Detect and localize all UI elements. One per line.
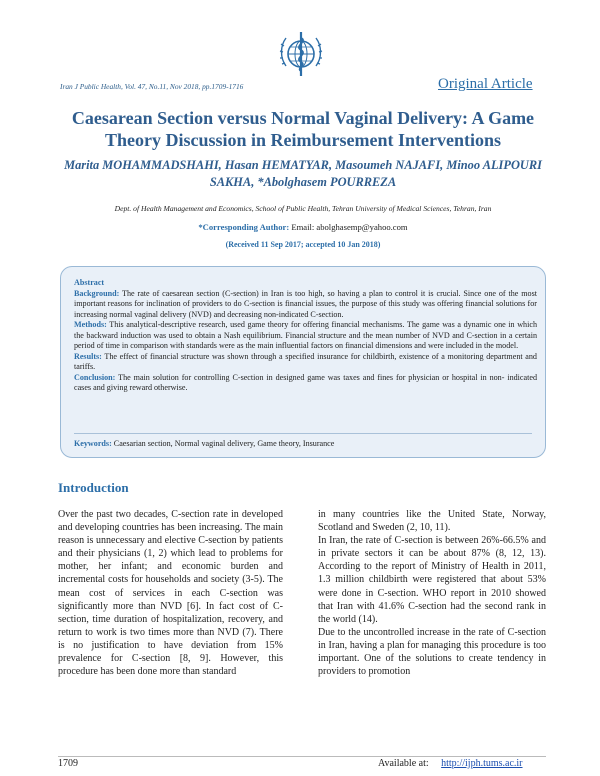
background-label: Background: [74, 288, 120, 298]
abstract-background [74, 289, 537, 321]
paragraph: In Iran, the rate of C-section is between 26%-66.5% and in private sectors it can be about 87% (8, 12, 13). According to the report of Ministry of Health in 2011, 1.3 million childbirth were registered that about 53% were done in C-section. WHO report in 2010 showed that Iran with 41.6% C-section had the second rank in the world (14). [318, 535, 546, 625]
conclusion-text: The main solution for controlling C-section in designed game was taxes and fines for physician or hospital in non- indicated cases and giving reward otherwise. [74, 372, 537, 392]
abstract-results [74, 352, 537, 373]
paper-title: Caesarean Section versus Normal Vaginal Delivery: A Game Theory Discussion in Reimbursement Interventions [71, 108, 535, 150]
journal-logo [272, 26, 330, 84]
received-dates: (Received 11 Sep 2017; accepted 10 Jan 2018) [225, 240, 381, 249]
corresponding-author [60, 222, 546, 232]
abstract-body [74, 278, 537, 394]
corresponding-email[interactable]: Email: abolghasemp@yahoo.com [291, 222, 408, 232]
results-label: Results: [74, 351, 102, 361]
availability [378, 758, 523, 769]
conclusion-label: Conclusion: [74, 372, 116, 382]
paragraph: in many countries like the United State, Norway, Scotland and Sweden (2, 10, 11). [318, 509, 546, 534]
journal-citation: Iran J Public Health, Vol. 47, No.11, Nov 2018, pp.1709-1716 [60, 82, 244, 91]
paragraph: Over the past two decades, C-section rate in developed and developing countries has been increasing. The main reason is unnecessary and elective C-section by patients and their physicians (1, 2) which lead to problems for mother, her infant; and economic burden and incremental costs for households and society (3-5). The mean cost of services in each C-section was significantly more than NVD [6]. In fact cost of C-section, time duration of hospitalization, recovery, and return to work is two times more than NVD (7). There is no justification to have deviation from 15% prevalence for C-section [8, 9]. However, this procedure has been done more than standard [58, 509, 283, 678]
introduction-heading: Introduction [58, 480, 129, 495]
background-text: The rate of caesarean section (C-section) in Iran is too high, so having a plan to control it is crucial. Since one of the most important reasons for inclination of providers to do C-section is financial issues, the purpose of this study was offering financial solutions for increasing normal vaginal delivery (NVD) and decreasing non-indicated C-section. [74, 288, 537, 319]
paragraph: Due to the uncontrolled increase in the rate of C-section in Iran, having a plan for managing this procedure is too important. One of the solutions to create tendency in providers to promotion [318, 626, 546, 678]
keywords [74, 439, 537, 450]
corresponding-label: *Corresponding Author: [198, 222, 290, 232]
abstract-methods [74, 320, 537, 352]
methods-text: This analytical-descriptive research, used game theory for offering financial mechanisms. The game was a dynamic one in which the backward induction was used to obtain a Nash equilibrium. Financial structure and the mean number of NVD and C-section in a certain period of time in comparison with standards were as the main influential factors on financial dimensions and were included in the model. [74, 320, 537, 350]
abstract-conclusion [74, 373, 537, 394]
journal-url-link[interactable]: http://ijph.tums.ac.ir [441, 758, 523, 769]
methods-label: Methods: [74, 320, 107, 329]
keywords-label: Keywords: [74, 439, 112, 448]
abstract-divider [74, 433, 532, 434]
abstract-box [60, 266, 546, 458]
authors: Marita MOHAMMADSHAHI, Hasan HEMATYAR, Masoumeh NAJAFI, Minoo ALIPOURI SAKHA, *Abolghasem POURREZA [64, 158, 542, 189]
footer-divider [58, 756, 546, 757]
available-label: Available at: [378, 758, 429, 769]
affiliation: Dept. of Health Management and Economics, School of Public Health, Tehran University of Medical Sciences, Tehran, Iran [114, 204, 492, 213]
results-text: The effect of financial structure was shown through a specified insurance for childbirth, existence of a monitoring department and tariffs. [74, 351, 537, 371]
article-type-label: Original Article [438, 76, 533, 92]
who-staff-of-aesculapius-icon [272, 26, 330, 84]
abstract-title: Abstract [74, 278, 105, 287]
page-number: 1709 [58, 758, 78, 769]
body-column-left [58, 508, 283, 678]
keywords-text: Caesarian section, Normal vaginal delivery, Game theory, Insurance [113, 439, 335, 448]
body-column-right [318, 508, 546, 678]
